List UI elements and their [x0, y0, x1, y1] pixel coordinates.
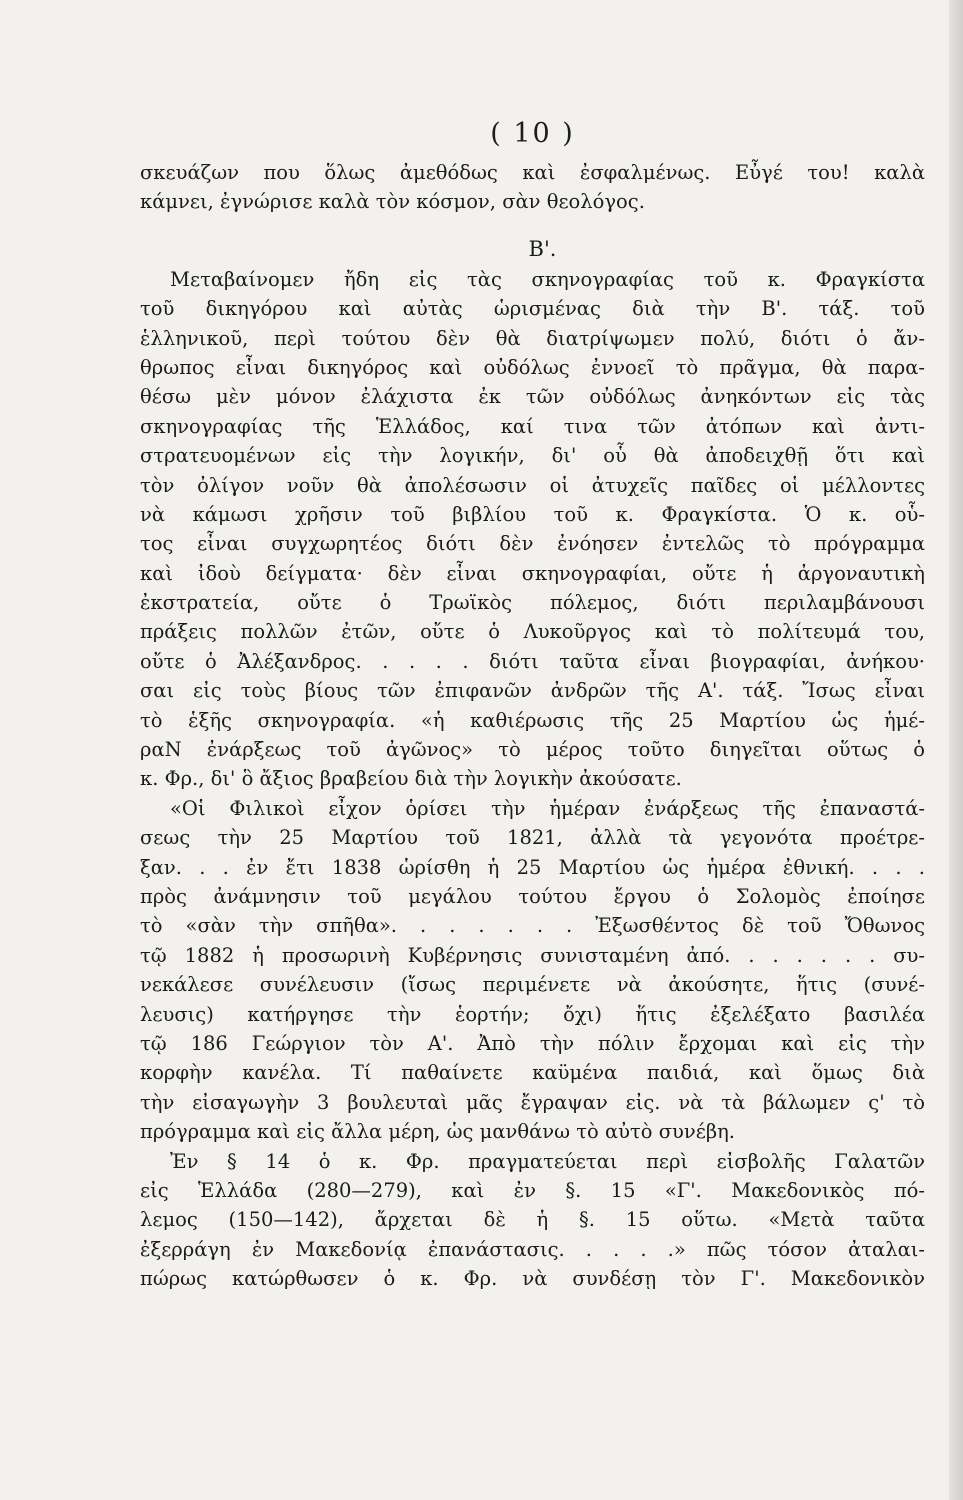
- text-line: «Οἱ Φιλικοὶ εἶχον ὁρίσει τὴν ἡμέραν ἐνάρξεως τῆς ἐπαναστά-: [170, 796, 925, 820]
- text-line: τος εἶναι συγχωρητέος διότι δὲν ἐνόησεν ἐντελῶς τὸ πρόγραμμα: [140, 532, 925, 556]
- text-line: ξαν. . . ἐν ἔτι 1838 ὡρίσθη ἡ 25 Μαρτίου ὡς ἡμέρα ἐθνική. . . .: [140, 855, 925, 879]
- text-line: Μεταβαίνομεν ἤδη εἰς τὰς σκηνογραφίας τοῦ κ. Φραγκίστα: [170, 267, 925, 291]
- text-line: τὸ ἑξῆς σκηνογραφία. «ἡ καθιέρωσις τῆς 25 Μαρτίου ὡς ἡμέ-: [140, 708, 925, 732]
- text-line: τῷ 1882 ἡ προσωρινὴ Κυβέρνησις συνισταμένη ἀπό. . . . . . . συ-: [140, 943, 925, 967]
- text-line: σκευάζων που ὅλως ἀμεθόδως καὶ ἐσφαλμένως. Εὖγέ του! καλὰ: [140, 161, 925, 184]
- text-line: σαι εἰς τοὺς βίους τῶν ἐπιφανῶν ἀνδρῶν τῆς Α'. τάξ. Ἴσως εἶναι: [140, 679, 925, 703]
- text-line: κ. Φρ., δι' ὃ ἄξιος βραβείου διὰ τὴν λογικὴν ἀκούσατε.: [140, 767, 682, 791]
- text-line: Ἐν § 14 ὁ κ. Φρ. πραγματεύεται περὶ εἰσβολῆς Γαλατῶν: [170, 1149, 925, 1173]
- text-line: νεκάλεσε συνέλευσιν (ἴσως περιμένετε νὰ ἀκούσητε, ἥτις (συνέ-: [140, 973, 925, 997]
- text-line: λευσις) κατήργησε τὴν ἑορτήν; ὄχι) ἥτις ἐξελέξατο βασιλέα: [140, 1002, 925, 1026]
- text-line: κάμνει, ἐγνώρισε καλὰ τὸν κόσμον, σὰν θεολόγος.: [140, 190, 645, 214]
- text-line: ραΝ ἐνάρξεως τοῦ ἀγῶνος» τὸ μέρος τοῦτο διηγεῖται οὕτως ὁ: [140, 738, 925, 762]
- text-line: θρωπος εἶναι δικηγόρος καὶ οὐδόλως ἐννοεῖ τὸ πρᾶγμα, θὰ παρα-: [140, 355, 925, 379]
- text-line: λεμος (150—142), ἄρχεται δὲ ἡ §. 15 οὕτω. «Μετὰ ταῦτα: [140, 1208, 925, 1232]
- text-line: καὶ ἰδοὺ δείγματα· δὲν εἶναι σκηνογραφίαι, οὔτε ἡ ἀργοναυτικὴ: [140, 561, 925, 585]
- page-edge-shadow: [949, 0, 963, 1500]
- text-line: τὸν ὀλίγον νοῦν θὰ ἀπολέσωσιν οἱ ἀτυχεῖς παῖδες οἱ μέλλοντες: [140, 473, 925, 497]
- text-line: τὴν εἰσαγωγὴν 3 βουλευταὶ μᾶς ἔγραψαν εἰς. νὰ τὰ βάλωμεν ς' τὸ: [140, 1090, 925, 1114]
- body-text: [140, 158, 925, 1293]
- text-line: εἰς Ἑλλάδα (280—279), καὶ ἐν §. 15 «Γ'. Μακεδονικὸς πό-: [140, 1178, 925, 1202]
- text-line: νὰ κάμωσι χρῆσιν τοῦ βιβλίου τοῦ κ. Φραγκίστα. Ὁ κ. οὗ-: [140, 502, 925, 526]
- text-line: πράξεις πολλῶν ἐτῶν, οὔτε ὁ Λυκοῦργος καὶ τὸ πολίτευμά του,: [140, 620, 925, 644]
- page-number: ( 10 ): [490, 118, 575, 149]
- section-heading: Β'.: [528, 236, 557, 261]
- text-line: πώρως κατώρθωσεν ὁ κ. Φρ. νὰ συνδέσῃ τὸν Γ'. Μακεδονικὸν: [140, 1267, 925, 1291]
- text-line: οὔτε ὁ Ἀλέξανδρος. . . . . διότι ταῦτα εἶναι βιογραφίαι, ἀνήκου·: [140, 649, 925, 673]
- text-line: σκηνογραφίας τῆς Ἑλλάδος, καί τινα τῶν ἀτόπων καὶ ἀντι-: [140, 414, 925, 438]
- text-line: πρὸς ἀνάμνησιν τοῦ μεγάλου τούτου ἔργου ὁ Σολομὸς ἐποίησε: [140, 884, 925, 908]
- text-line: τῷ 186 Γεώργιον τὸν Α'. Ἀπὸ τὴν πόλιν ἔρχομαι καὶ εἰς τὴν: [140, 1031, 925, 1055]
- text-line: ἑλληνικοῦ, περὶ τούτου δὲν θὰ διατρίψωμεν πολύ, διότι ὁ ἄν-: [140, 326, 925, 350]
- text-line: στρατευομένων εἰς τὴν λογικήν, δι' οὗ θὰ ἀποδειχθῇ ὅτι καὶ: [140, 444, 925, 468]
- text-line: ἐξερράγη ἐν Μακεδονίᾳ ἐπανάστασις. . . . .» πῶς τόσον ἀταλαι-: [140, 1237, 925, 1261]
- text-line: κορφὴν κανέλα. Τί παθαίνετε καϋμένα παιδιά, καὶ ὅμως διὰ: [140, 1061, 925, 1085]
- text-line: σεως τὴν 25 Μαρτίου τοῦ 1821, ἀλλὰ τὰ γεγονότα προέτρε-: [140, 826, 925, 850]
- text-line: τοῦ δικηγόρου καὶ αὐτὰς ὡρισμένας διὰ τὴν Β'. τάξ. τοῦ: [140, 297, 925, 321]
- text-line: θέσω μὲν μόνον ἐλάχιστα ἐκ τῶν οὐδόλως ἀνηκόντων εἰς τὰς: [140, 385, 925, 409]
- text-line: πρόγραμμα καὶ εἰς ἄλλα μέρη, ὡς μανθάνω τὸ αὐτὸ συνέβη.: [140, 1120, 735, 1144]
- text-line: ἐκστρατεία, οὔτε ὁ Τρωϊκὸς πόλεμος, διότι περιλαμβάνουσι: [140, 591, 925, 615]
- text-line: τὸ «σὰν τὴν σπῆθα». . . . . . . Ἐξωσθέντος δὲ τοῦ Ὄθωνος: [140, 914, 925, 938]
